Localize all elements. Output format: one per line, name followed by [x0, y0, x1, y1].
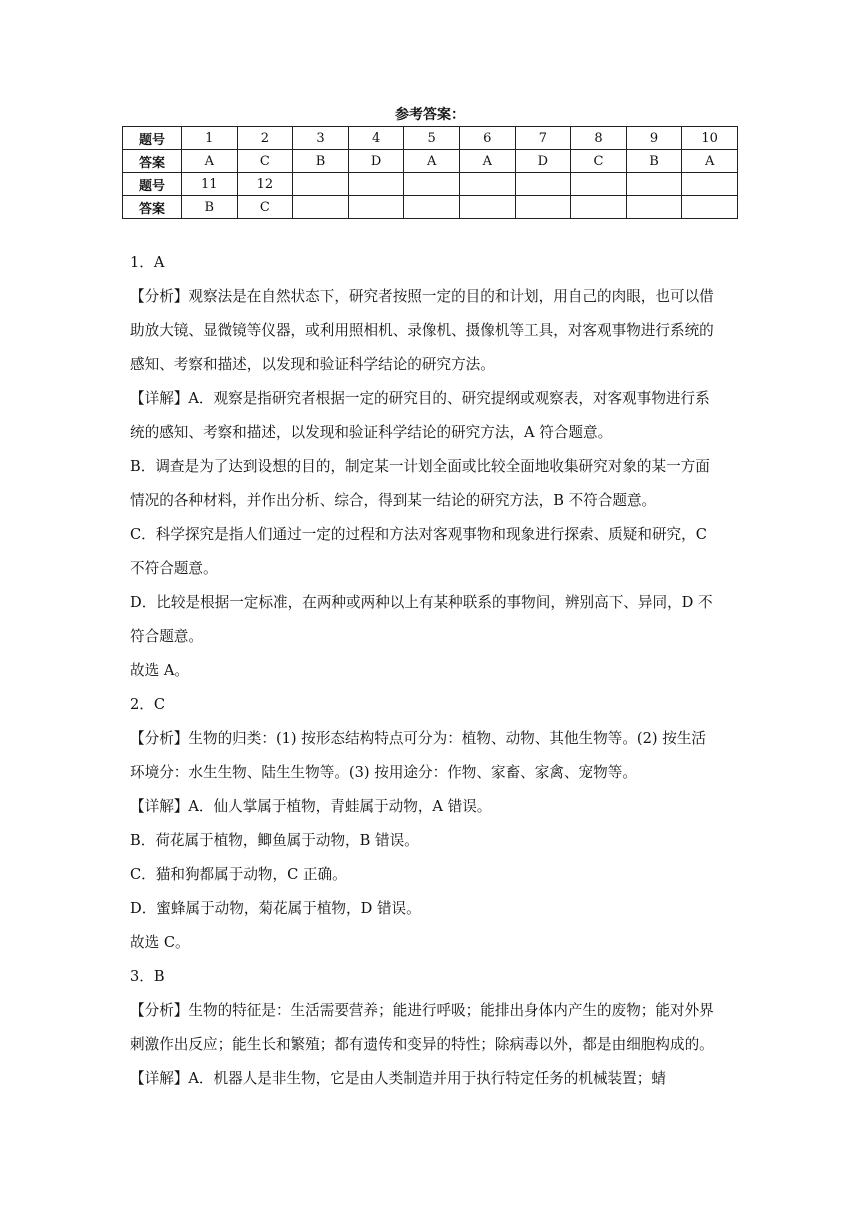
answer-cell: 9: [626, 127, 682, 150]
answer-cell: A: [404, 150, 460, 173]
answer-cell: B: [626, 150, 682, 173]
answer-cell: [571, 173, 627, 196]
answer-cell: [293, 173, 349, 196]
answer-key-title: 参考答案：: [395, 107, 465, 123]
text-line: 故选 C。: [130, 934, 190, 951]
text-line: 感知、考察和描述，以发现和验证科学结论的研究方法。: [130, 356, 495, 373]
text-line: 2．C: [130, 696, 166, 713]
answer-cell: [515, 173, 571, 196]
answer-cell: 2: [237, 127, 293, 150]
answer-cell: 7: [515, 127, 571, 150]
text-line: C．科学探究是指人们通过一定的过程和方法对客观事物和现象进行探索、质疑和研究，C: [130, 526, 707, 543]
answer-cell: 4: [348, 127, 404, 150]
answer-table-row: [123, 150, 738, 173]
answer-cell: [571, 196, 627, 219]
answer-table: [122, 126, 738, 219]
answer-cell: C: [237, 196, 293, 219]
row-header-cell: 答案: [123, 196, 182, 219]
text-line: B．荷花属于植物，鲫鱼属于动物，B 错误。: [130, 832, 419, 849]
answer-cell: [459, 173, 515, 196]
answer-cell: C: [571, 150, 627, 173]
text-line: 环境分：水生生物、陆生生物等。(3) 按用途分：作物、家畜、家禽、宠物等。: [130, 764, 637, 781]
text-line: 情况的各种材料，并作出分析、综合，得到某一结论的研究方法，B 不符合题意。: [130, 492, 657, 509]
answer-cell: [459, 196, 515, 219]
answer-cell: A: [182, 150, 238, 173]
answer-cell: [348, 173, 404, 196]
row-header-cell: 答案: [123, 150, 182, 173]
answer-cell: 1: [182, 127, 238, 150]
answer-cell: [626, 196, 682, 219]
text-line: 不符合题意。: [130, 560, 218, 577]
row-header-cell: 题号: [123, 127, 182, 150]
answer-cell: A: [682, 150, 738, 173]
text-line: B．调查是为了达到设想的目的，制定某一计划全面或比较全面地收集研究对象的某一方面: [130, 458, 710, 475]
answer-cell: [293, 196, 349, 219]
answer-cell: 12: [237, 173, 293, 196]
answer-cell: 6: [459, 127, 515, 150]
answer-cell: [515, 196, 571, 219]
text-line: 统的感知、考察和描述，以发现和验证科学结论的研究方法，A 符合题意。: [130, 424, 613, 441]
text-line: 故选 A。: [130, 662, 189, 679]
explanation-text: [130, 246, 730, 1096]
text-line: D．蜜蜂属于动物，菊花属于植物，D 错误。: [130, 900, 421, 917]
answer-cell: A: [459, 150, 515, 173]
answer-cell: 8: [571, 127, 627, 150]
text-line: 刺激作出反应；能生长和繁殖；都有遗传和变异的特性；除病毒以外，都是由细胞构成的。: [130, 1036, 714, 1053]
text-line: 助放大镜、显微镜等仪器，或利用照相机、录像机、摄像机等工具，对客观事物进行系统的: [130, 322, 714, 339]
answer-cell: C: [237, 150, 293, 173]
answer-cell: D: [348, 150, 404, 173]
text-line: 符合题意。: [130, 628, 203, 645]
answer-cell: [682, 173, 738, 196]
answer-cell: [404, 196, 460, 219]
text-line: 【详解】A．观察是指研究者根据一定的研究目的、研究提纲或观察表，对客观事物进行系: [130, 390, 710, 407]
text-line: 【详解】A．机器人是非生物，它是由人类制造并用于执行特定任务的机械装置；蜻: [130, 1070, 666, 1087]
text-line: 【分析】观察法是在自然状态下，研究者按照一定的目的和计划，用自己的肉眼，也可以借: [130, 288, 714, 305]
text-line: 【分析】生物的归类：(1) 按形态结构特点可分为：植物、动物、其他生物等。(2) 按生活: [130, 730, 707, 747]
text-line: C．猫和狗都属于动物，C 正确。: [130, 866, 347, 883]
answer-cell: B: [293, 150, 349, 173]
answer-table-row: [123, 127, 738, 150]
text-line: 【分析】生物的特征是：生活需要营养；能进行呼吸；能排出身体内产生的废物；能对外界: [130, 1002, 714, 1019]
row-header-cell: 题号: [123, 173, 182, 196]
text-line: D．比较是根据一定标准，在两种或两种以上有某种联系的事物间，辨别高下、异同，D 不: [130, 594, 713, 611]
text-line: 【详解】A．仙人掌属于植物，青蛙属于动物，A 错误。: [130, 798, 492, 815]
answer-cell: 5: [404, 127, 460, 150]
answer-cell: 11: [182, 173, 238, 196]
answer-cell: D: [515, 150, 571, 173]
answer-cell: [626, 173, 682, 196]
answer-cell: [404, 173, 460, 196]
answer-table-row: [123, 173, 738, 196]
text-line: 3．B: [130, 968, 165, 985]
answer-cell: 10: [682, 127, 738, 150]
answer-cell: 3: [293, 127, 349, 150]
text-line: 1．A: [130, 254, 165, 271]
answer-table-row: [123, 196, 738, 219]
answer-cell: [682, 196, 738, 219]
answer-cell: B: [182, 196, 238, 219]
answer-cell: [348, 196, 404, 219]
